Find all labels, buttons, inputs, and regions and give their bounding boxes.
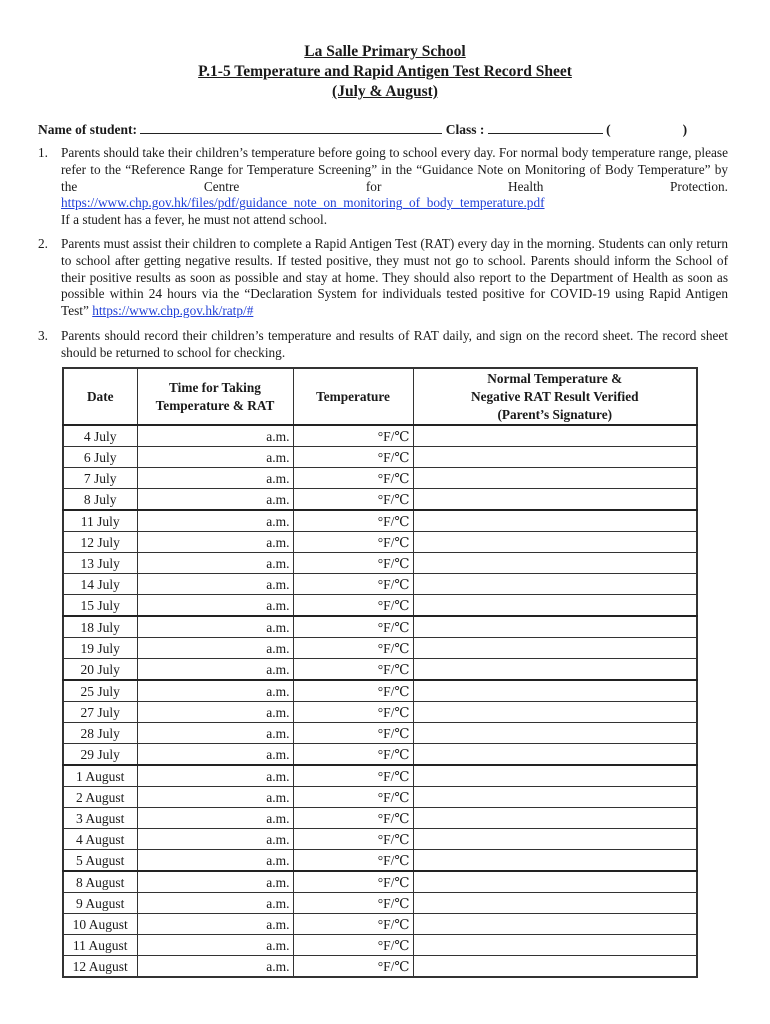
signature-input-cell[interactable] — [413, 532, 697, 553]
date-cell: 5 August — [63, 850, 137, 872]
signature-input-cell[interactable] — [413, 723, 697, 744]
table-row — [63, 765, 697, 787]
signature-input-cell[interactable] — [413, 659, 697, 681]
signature-input-cell[interactable] — [413, 765, 697, 787]
table-row — [63, 680, 697, 702]
time-input-cell[interactable]: a.m. — [137, 680, 293, 702]
temperature-input-cell[interactable]: °F/℃ — [293, 723, 413, 744]
date-cell: 4 August — [63, 829, 137, 850]
date-cell: 4 July — [63, 425, 137, 447]
date-cell: 18 July — [63, 616, 137, 638]
signature-input-cell[interactable] — [413, 702, 697, 723]
temperature-input-cell[interactable]: °F/℃ — [293, 808, 413, 829]
school-name: La Salle Primary School — [304, 43, 466, 60]
time-input-cell[interactable]: a.m. — [137, 935, 293, 956]
name-field[interactable] — [140, 120, 442, 134]
instruction-1 — [38, 145, 728, 229]
guidance-note-link[interactable]: https://www.chp.gov.hk/files/pdf/guidance_note_on_monitoring_of_body_temperature.pdf — [61, 195, 545, 211]
class-field[interactable] — [488, 120, 603, 134]
instruction-number: 1. — [38, 145, 48, 160]
temperature-input-cell[interactable]: °F/℃ — [293, 553, 413, 574]
table-row — [63, 956, 697, 978]
signature-input-cell[interactable] — [413, 935, 697, 956]
date-cell: 13 July — [63, 553, 137, 574]
date-cell: 11 July — [63, 510, 137, 532]
date-cell: 25 July — [63, 680, 137, 702]
time-input-cell[interactable]: a.m. — [137, 616, 293, 638]
date-cell: 10 August — [63, 914, 137, 935]
time-input-cell[interactable]: a.m. — [137, 765, 293, 787]
temperature-input-cell[interactable]: °F/℃ — [293, 447, 413, 468]
date-cell: 1 August — [63, 765, 137, 787]
instruction-text: Parents should record their children’s temperature and results of RAT daily, and sign on the record sheet. The record sheet should be returned to school for checking. — [61, 328, 728, 360]
signature-input-cell[interactable] — [413, 956, 697, 978]
signature-input-cell[interactable] — [413, 871, 697, 893]
table-row — [63, 744, 697, 766]
time-input-cell[interactable]: a.m. — [137, 638, 293, 659]
temperature-input-cell[interactable]: °F/℃ — [293, 893, 413, 914]
time-input-cell[interactable]: a.m. — [137, 808, 293, 829]
student-info-line — [38, 120, 687, 138]
instruction-text: Parents must assist their children to complete a Rapid Antigen Test (RAT) every day in the morning. Students can only return to school after getting negative results. If tested positive, they must not go to school. Parents should inform the School of their positive results as soon as possible and stay at home. They should also report to the Department of Health as soon as possible within 24 hours via the “Declaration System for individuals tested positive for COVID-19 using Rapid Antigen Test” — [61, 236, 728, 319]
signature-input-cell[interactable] — [413, 595, 697, 617]
table-row — [63, 574, 697, 595]
time-input-cell[interactable]: a.m. — [137, 723, 293, 744]
date-cell: 2 August — [63, 787, 137, 808]
temperature-input-cell[interactable]: °F/℃ — [293, 956, 413, 978]
class-number-open: ( — [606, 122, 611, 137]
time-input-cell[interactable]: a.m. — [137, 829, 293, 850]
instruction-text: Parents should take their children’s temperature before going to school every day. For normal body temperature range, please refer to the “Reference Range for Temperature Screening” in the “Guidance Note on Monitoring of Body Temperature” by the Centre for Health Protection. — [61, 145, 728, 194]
temperature-input-cell[interactable]: °F/℃ — [293, 532, 413, 553]
time-input-cell[interactable]: a.m. — [137, 510, 293, 532]
date-cell: 27 July — [63, 702, 137, 723]
table-row — [63, 616, 697, 638]
date-cell: 8 August — [63, 871, 137, 893]
sheet-period: (July & August) — [332, 83, 438, 100]
temperature-input-cell[interactable]: °F/℃ — [293, 850, 413, 872]
header-time-line1: Time for Taking — [169, 379, 261, 395]
time-input-cell[interactable]: a.m. — [137, 447, 293, 468]
table-row — [63, 871, 697, 893]
time-input-cell[interactable]: a.m. — [137, 532, 293, 553]
header-time — [137, 368, 293, 425]
temperature-input-cell[interactable]: °F/℃ — [293, 829, 413, 850]
temperature-input-cell[interactable]: °F/℃ — [293, 787, 413, 808]
date-cell: 6 July — [63, 447, 137, 468]
instruction-number: 3. — [38, 328, 48, 343]
signature-input-cell[interactable] — [413, 489, 697, 511]
sheet-title: P.1-5 Temperature and Rapid Antigen Test Record Sheet — [198, 63, 572, 80]
signature-input-cell[interactable] — [413, 829, 697, 850]
time-input-cell[interactable]: a.m. — [137, 489, 293, 511]
table-row — [63, 914, 697, 935]
table-header-row — [63, 368, 697, 425]
date-cell: 3 August — [63, 808, 137, 829]
date-cell: 29 July — [63, 744, 137, 766]
signature-input-cell[interactable] — [413, 893, 697, 914]
date-cell: 8 July — [63, 489, 137, 511]
time-input-cell[interactable]: a.m. — [137, 702, 293, 723]
temperature-input-cell[interactable]: °F/℃ — [293, 871, 413, 893]
ratp-declaration-link[interactable]: https://www.chp.gov.hk/ratp/# — [92, 303, 254, 319]
date-cell: 12 August — [63, 956, 137, 978]
date-cell: 15 July — [63, 595, 137, 617]
signature-input-cell[interactable] — [413, 787, 697, 808]
table-row — [63, 723, 697, 744]
time-input-cell[interactable]: a.m. — [137, 744, 293, 766]
header-sig-line2: Negative RAT Result Verified — [470, 388, 639, 404]
signature-input-cell[interactable] — [413, 914, 697, 935]
table-row — [63, 659, 697, 681]
date-cell: 19 July — [63, 638, 137, 659]
table-row — [63, 425, 697, 447]
header-time-line2: Temperature & RAT — [155, 397, 275, 413]
signature-input-cell[interactable] — [413, 616, 697, 638]
signature-input-cell[interactable] — [413, 510, 697, 532]
time-input-cell[interactable]: a.m. — [137, 659, 293, 681]
signature-input-cell[interactable] — [413, 850, 697, 872]
temperature-input-cell[interactable]: °F/℃ — [293, 425, 413, 447]
temperature-input-cell[interactable]: °F/℃ — [293, 510, 413, 532]
temperature-input-cell[interactable]: °F/℃ — [293, 468, 413, 489]
header-signature — [413, 368, 697, 425]
table-row — [63, 468, 697, 489]
time-input-cell[interactable]: a.m. — [137, 553, 293, 574]
temperature-input-cell[interactable]: °F/℃ — [293, 935, 413, 956]
header-sig-line1: Normal Temperature & — [487, 370, 623, 386]
temperature-input-cell[interactable]: °F/℃ — [293, 914, 413, 935]
table-row — [63, 893, 697, 914]
time-input-cell[interactable]: a.m. — [137, 468, 293, 489]
table-row — [63, 595, 697, 617]
temperature-input-cell[interactable]: °F/℃ — [293, 744, 413, 766]
time-input-cell[interactable]: a.m. — [137, 425, 293, 447]
time-input-cell[interactable]: a.m. — [137, 893, 293, 914]
signature-input-cell[interactable] — [413, 808, 697, 829]
temperature-input-cell[interactable]: °F/℃ — [293, 765, 413, 787]
instruction-2 — [38, 236, 728, 320]
table-row — [63, 447, 697, 468]
temperature-input-cell[interactable]: °F/℃ — [293, 680, 413, 702]
temperature-input-cell[interactable]: °F/℃ — [293, 616, 413, 638]
time-input-cell[interactable]: a.m. — [137, 595, 293, 617]
signature-input-cell[interactable] — [413, 574, 697, 595]
table-row — [63, 935, 697, 956]
time-input-cell[interactable]: a.m. — [137, 956, 293, 978]
signature-input-cell[interactable] — [413, 744, 697, 766]
temperature-input-cell[interactable]: °F/℃ — [293, 574, 413, 595]
date-cell: 7 July — [63, 468, 137, 489]
temperature-input-cell[interactable]: °F/℃ — [293, 638, 413, 659]
instruction-number: 2. — [38, 236, 48, 251]
date-cell: 20 July — [63, 659, 137, 681]
name-label: Name of student: — [38, 122, 137, 137]
class-label: Class : — [445, 122, 485, 137]
header-date: Date — [63, 368, 137, 425]
temperature-input-cell[interactable]: °F/℃ — [293, 659, 413, 681]
temperature-input-cell[interactable]: °F/℃ — [293, 702, 413, 723]
date-cell: 28 July — [63, 723, 137, 744]
temperature-input-cell[interactable]: °F/℃ — [293, 489, 413, 511]
date-cell: 11 August — [63, 935, 137, 956]
signature-input-cell[interactable] — [413, 553, 697, 574]
time-input-cell[interactable]: a.m. — [137, 871, 293, 893]
table-row — [63, 829, 697, 850]
instruction-3 — [38, 328, 728, 362]
table-row — [63, 638, 697, 659]
signature-input-cell[interactable] — [413, 447, 697, 468]
date-cell: 12 July — [63, 532, 137, 553]
time-input-cell[interactable]: a.m. — [137, 914, 293, 935]
table-row — [63, 808, 697, 829]
time-input-cell[interactable]: a.m. — [137, 850, 293, 872]
header-sig-line3: (Parent’s Signature) — [497, 406, 613, 422]
date-cell: 9 August — [63, 893, 137, 914]
table-row — [63, 850, 697, 872]
instruction-text-fever: If a student has a fever, he must not attend school. — [61, 212, 328, 228]
table-row — [63, 553, 697, 574]
header-temperature: Temperature — [293, 368, 413, 425]
table-row — [63, 510, 697, 532]
table-row — [63, 532, 697, 553]
temperature-input-cell[interactable]: °F/℃ — [293, 595, 413, 617]
signature-input-cell[interactable] — [413, 468, 697, 489]
signature-input-cell[interactable] — [413, 680, 697, 702]
table-row — [63, 489, 697, 511]
class-number-close: ) — [682, 122, 688, 137]
time-input-cell[interactable]: a.m. — [137, 787, 293, 808]
signature-input-cell[interactable] — [413, 425, 697, 447]
record-table — [62, 367, 698, 978]
date-cell: 14 July — [63, 574, 137, 595]
time-input-cell[interactable]: a.m. — [137, 574, 293, 595]
table-row — [63, 787, 697, 808]
signature-input-cell[interactable] — [413, 638, 697, 659]
table-row — [63, 702, 697, 723]
